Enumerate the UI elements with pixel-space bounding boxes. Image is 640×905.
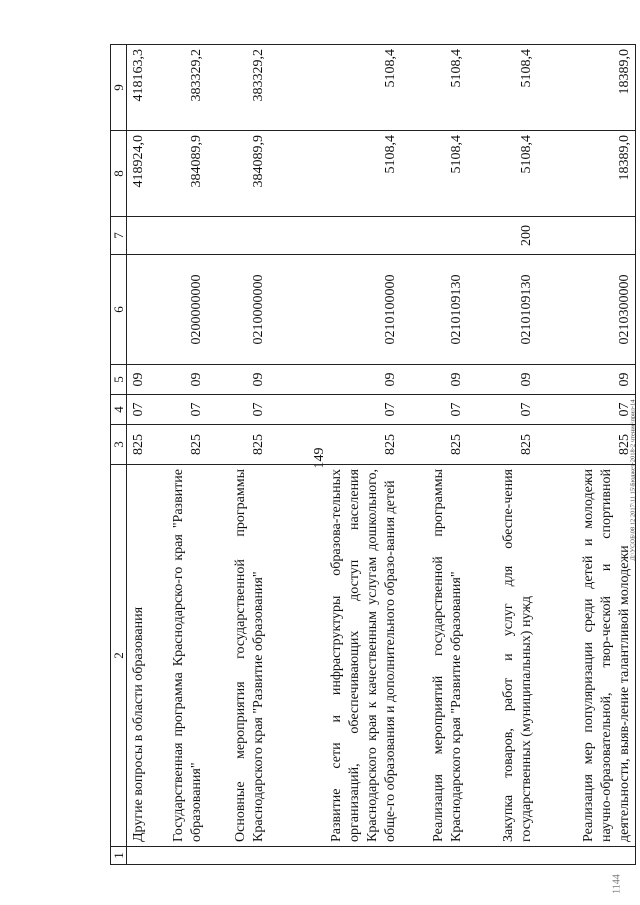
- row-col-6: 0210100000: [269, 255, 401, 365]
- row-col-6: 0210109130: [467, 255, 537, 365]
- corner-page-mark: 1144: [611, 874, 623, 894]
- row-col-7: [269, 217, 401, 255]
- table-row: [537, 45, 636, 865]
- row-col-9: 5108,4: [401, 45, 467, 131]
- row-col-6: [127, 255, 150, 365]
- budget-table: [110, 44, 636, 865]
- document-path-footer: Д:\УСОБ\08 12 2017\11 15\Бюджет-2018-2 чтение\прил-14: [629, 399, 637, 561]
- table-area: [110, 45, 632, 865]
- row-col-4: 07: [127, 395, 150, 425]
- row-col-9: 5108,4: [269, 45, 401, 131]
- row-col-8: 5108,4: [467, 131, 537, 217]
- row-col-8: 18389,0: [537, 131, 636, 217]
- row-name: Реализация мероприятий государственной программы Краснодарского края "Развитие образования": [401, 465, 467, 847]
- row-col-5: 09: [537, 365, 636, 395]
- row-index-cell: [149, 847, 207, 865]
- row-name: Развитие сети и инфраструктуры образова-тельных организаций, обеспечивающих доступ населения Краснодарского края к качественным услугам дошкольного, обще-го образования и дополнительного образо-вания детей: [269, 465, 401, 847]
- table-header-row: [111, 45, 127, 865]
- row-col-4: 07: [401, 395, 467, 425]
- row-col-5: 09: [467, 365, 537, 395]
- row-name: Государственная программа Краснодарско-го края "Развитие образования": [149, 465, 207, 847]
- row-col-6: 0200000000: [149, 255, 207, 365]
- row-name: Другие вопросы в области образования: [127, 465, 150, 847]
- row-index-cell: [537, 847, 636, 865]
- row-col-5: 09: [269, 365, 401, 395]
- row-col-5: 09: [401, 365, 467, 395]
- row-col-3: 825: [467, 425, 537, 465]
- rotated-table-frame: [110, 45, 632, 865]
- row-col-8: 418924,0: [127, 131, 150, 217]
- header-col-4: 4: [111, 395, 127, 425]
- row-col-3: 825: [269, 425, 401, 465]
- table-row: [149, 45, 207, 865]
- row-col-4: 07: [467, 395, 537, 425]
- row-col-9: 5108,4: [467, 45, 537, 131]
- row-col-7: [127, 217, 150, 255]
- table-row: [467, 45, 537, 865]
- header-col-9: 9: [111, 45, 127, 131]
- table-row: [269, 45, 401, 865]
- header-col-8: 8: [111, 131, 127, 217]
- row-name: Реализация мер популяризации среди детей и молодежи научно-образовательной, твор-ческой и спортивной деятельности, выяв-ление талантливой молодежи: [537, 465, 636, 847]
- row-col-7: [207, 217, 269, 255]
- row-col-3: 825: [149, 425, 207, 465]
- row-col-9: 383329,2: [207, 45, 269, 131]
- row-index-cell: [207, 847, 269, 865]
- row-col-9: 418163,3: [127, 45, 150, 131]
- row-col-5: 09: [127, 365, 150, 395]
- header-col-1: 1: [111, 847, 127, 865]
- row-col-4: 07: [537, 395, 636, 425]
- row-col-9: 383329,2: [149, 45, 207, 131]
- row-col-5: 09: [149, 365, 207, 395]
- row-col-4: 07: [207, 395, 269, 425]
- row-col-4: 07: [149, 395, 207, 425]
- row-col-7: 200: [467, 217, 537, 255]
- row-col-8: 5108,4: [269, 131, 401, 217]
- row-col-9: 18389,0: [537, 45, 636, 131]
- row-index-cell: [269, 847, 401, 865]
- table-row: [207, 45, 269, 865]
- row-col-3: 825: [207, 425, 269, 465]
- table-row: [127, 45, 150, 865]
- header-col-3: 3: [111, 425, 127, 465]
- row-col-6: 0210300000: [537, 255, 636, 365]
- table-row: [401, 45, 467, 865]
- header-col-7: 7: [111, 217, 127, 255]
- row-col-6: 0210109130: [401, 255, 467, 365]
- row-index-cell: [127, 847, 150, 865]
- row-col-7: [149, 217, 207, 255]
- row-col-3: 825: [127, 425, 150, 465]
- row-name: Основные мероприятия государственной программы Краснодарского края "Развитие образования": [207, 465, 269, 847]
- row-col-8: 5108,4: [401, 131, 467, 217]
- row-col-7: [401, 217, 467, 255]
- row-index-cell: [467, 847, 537, 865]
- row-col-3: 825: [537, 425, 636, 465]
- row-col-8: 384089,9: [207, 131, 269, 217]
- header-col-6: 6: [111, 255, 127, 365]
- row-col-7: [537, 217, 636, 255]
- row-col-4: 07: [269, 395, 401, 425]
- row-col-8: 384089,9: [149, 131, 207, 217]
- row-name: Закупка товаров, работ и услуг для обеспе-чения государственных (муниципальных) нужд: [467, 465, 537, 847]
- page-number: 149: [312, 447, 327, 469]
- row-index-cell: [401, 847, 467, 865]
- row-col-3: 825: [401, 425, 467, 465]
- header-col-2: 2: [111, 465, 127, 847]
- header-col-5: 5: [111, 365, 127, 395]
- row-col-6: 0210000000: [207, 255, 269, 365]
- row-col-5: 09: [207, 365, 269, 395]
